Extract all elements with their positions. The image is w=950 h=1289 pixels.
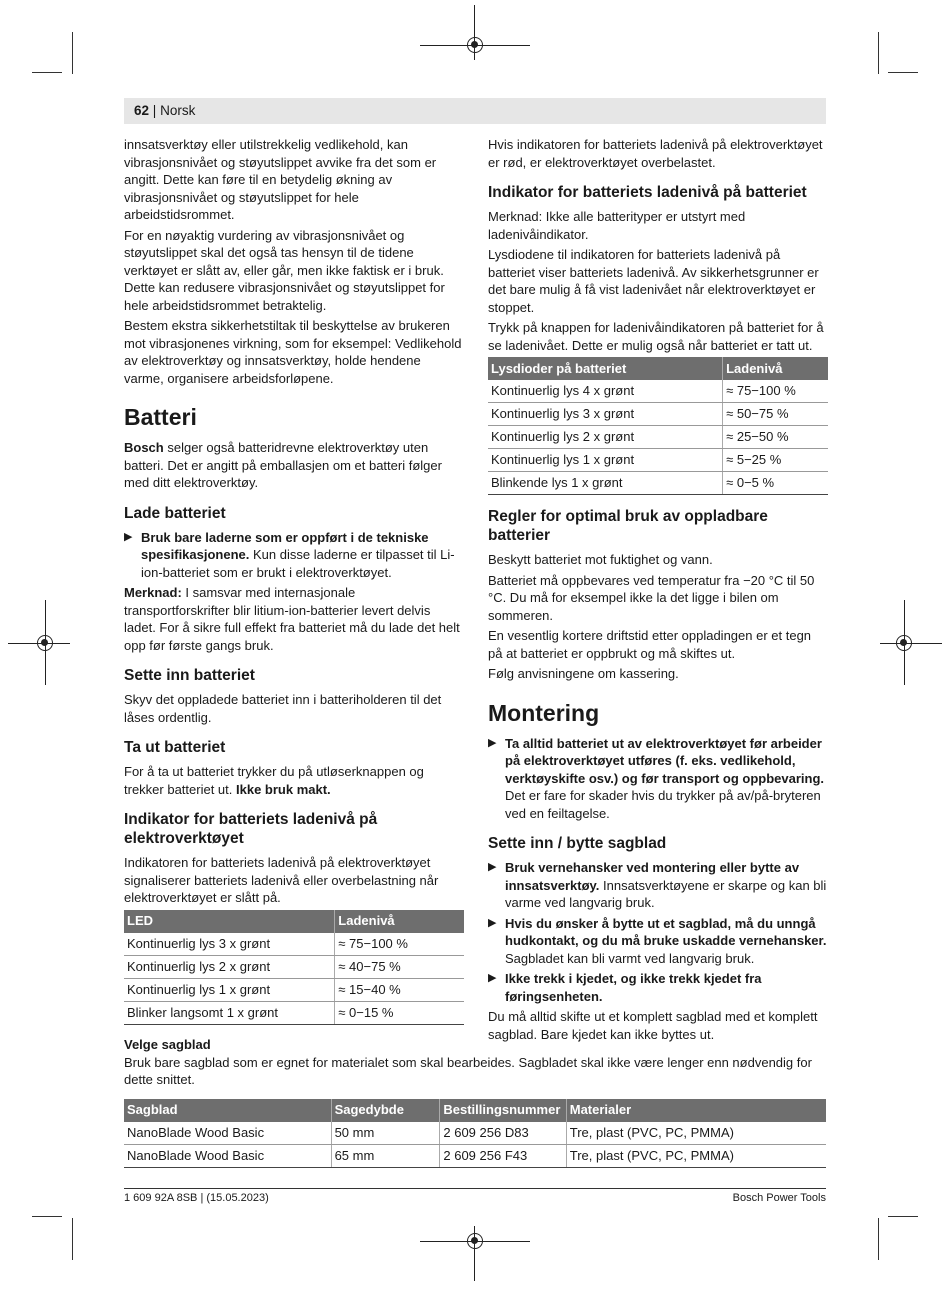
subsection-title-regler: Regler for optimal bruk av oppladbare batterier <box>488 508 768 544</box>
table-row <box>124 1144 826 1167</box>
crop-mark <box>32 1216 62 1217</box>
bullet-item <box>488 970 828 1005</box>
table-row <box>124 933 464 956</box>
paragraph <box>124 763 464 798</box>
table-cell: Kontinuerlig lys 3 x grønt <box>124 933 335 956</box>
crop-mark <box>72 32 73 74</box>
bullet-item <box>488 735 828 823</box>
subsection-title-velge: Velge sagblad <box>124 1037 211 1052</box>
paragraph: Skyv det oppladede batteriet inn i batteriholderen til det låses ordentlig. <box>124 692 442 725</box>
subsection-title-indikator-batteri: Indikator for batteriets ladenivå på batteriet <box>488 184 807 201</box>
header-language: Norsk <box>160 103 196 118</box>
table-header: Ladenivå <box>723 357 828 380</box>
footer-doc-number: 1 609 92A 8SB | (15.05.2023) <box>124 1192 269 1204</box>
full-width-section <box>124 1036 826 1174</box>
table-row <box>488 472 828 495</box>
table-header: Ladenivå <box>335 910 464 933</box>
triangle-bullet-icon: ▶ <box>488 916 497 929</box>
table-cell: NanoBlade Wood Basic <box>124 1122 331 1145</box>
crop-mark <box>32 72 62 73</box>
table-row <box>124 1001 464 1024</box>
subsection-title-lade: Lade batteriet <box>124 504 226 522</box>
table-row <box>124 955 464 978</box>
table-cell: ≈ 50−75 % <box>723 403 828 426</box>
paragraph <box>124 439 464 492</box>
paragraph: Bruk bare sagblad som er egnet for materialet som skal bearbeides. Sagbladet skal ikke være lenger enn nødvendig for dette snittet. <box>124 1054 812 1087</box>
table-cell: 2 609 256 F43 <box>440 1144 566 1167</box>
section-title-montering: Montering <box>488 699 600 726</box>
table-cell: Kontinuerlig lys 2 x grønt <box>124 955 335 978</box>
subsection-title-sagblad: Sette inn / bytte sagblad <box>488 835 667 852</box>
triangle-bullet-icon: ▶ <box>488 736 497 749</box>
paragraph-text: For å ta ut batteriet trykker du på utløserknappen og trekker batteriet ut. <box>124 764 424 797</box>
table-row <box>124 978 464 1001</box>
left-column <box>124 136 464 1031</box>
table-cell: Tre, plast (PVC, PC, PMMA) <box>566 1144 826 1167</box>
table-header: Sagblad <box>124 1099 331 1122</box>
saw-blade-table <box>124 1099 826 1168</box>
table-header: LED <box>124 910 335 933</box>
table-cell: Kontinuerlig lys 4 x grønt <box>488 380 723 403</box>
table-cell: 65 mm <box>331 1144 440 1167</box>
bullet-text: Innsatsverktøyene er skarpe og kan bli varme ved langvarig bruk. <box>505 877 827 910</box>
bullet-text: Sagbladet kan bli varmt ved langvarig bruk. <box>505 950 755 966</box>
crop-mark <box>878 32 879 74</box>
table-cell: Blinker langsomt 1 x grønt <box>124 1001 335 1024</box>
bullet-item <box>488 859 828 912</box>
crop-mark <box>888 1216 918 1217</box>
registration-mark-icon <box>467 1233 483 1249</box>
table-header: Materialer <box>566 1099 826 1122</box>
paragraph: Beskytt batteriet mot fuktighet og vann. <box>488 552 713 567</box>
table-cell: Kontinuerlig lys 1 x grønt <box>124 978 335 1001</box>
crop-mark <box>878 1218 879 1260</box>
table-cell: ≈ 0−5 % <box>723 472 828 495</box>
table-cell: Kontinuerlig lys 1 x grønt <box>488 449 723 472</box>
battery-led-table <box>488 357 828 495</box>
registration-mark-icon <box>467 37 483 53</box>
table-cell: Kontinuerlig lys 2 x grønt <box>488 426 723 449</box>
bullet-bold: Bruk vernehansker ved montering eller bytte av innsatsverktøy. <box>505 860 800 893</box>
paragraph <box>124 584 464 654</box>
paragraph: Du må alltid skifte ut et komplett sagblad med et komplett sagblad. Bare kjedet kan ikke byttes ut. <box>488 1009 818 1042</box>
table-cell: ≈ 5−25 % <box>723 449 828 472</box>
right-column <box>488 136 828 1046</box>
registration-mark-icon <box>37 635 53 651</box>
bullet-text: Kun disse laderne er tilpasset til Li-ion-batteriet som er brukt i elektroverktøyet. <box>141 547 455 580</box>
table-header: Lysdioder på batteriet <box>488 357 723 380</box>
paragraph: Merknad: Ikke alle batterityper er utstyrt med ladenivåindikator. <box>488 209 746 242</box>
paragraph: Batteriet må oppbevares ved temperatur fra −20 °C til 50 °C. Du må for eksempel ikke la det ligge i bilen om sommeren. <box>488 572 815 623</box>
subsection-title-ta-ut: Ta ut batteriet <box>124 739 226 756</box>
paragraph: En vesentlig kortere driftstid etter oppladingen er et tegn på at batteriet er oppbrukt og må skiftes ut. <box>488 628 812 661</box>
page-number: 62 <box>134 103 150 118</box>
paragraph: Følg anvisningene om kassering. <box>488 666 679 681</box>
table-row <box>488 426 828 449</box>
paragraph: For en nøyaktig vurdering av vibrasjonsnivået og støyutslippet skal det også tas hensyn til de tidene verktøyet er slått av, eller går, men ikke faktisk er i bruk. Dette kan redusere vibrasjonsnivået og støyutslippet for hele arbeidstidsrommet betraktelig. <box>124 227 445 313</box>
table-cell: ≈ 75−100 % <box>723 380 828 403</box>
subsection-title-indikator: Indikator for batteriets ladenivå på elektroverktøyet <box>124 811 378 847</box>
crop-mark <box>888 72 918 73</box>
paragraph: innsatsverktøy eller utilstrekkelig vedlikehold, kan vibrasjonsnivået og støyutslippet avvike fra det som er angitt. Dette kan føre til en betydelig økning av vibrasjonsnivået og støyutslippet for hele arbeidstidsrommet. <box>124 137 437 222</box>
led-table <box>124 910 464 1025</box>
table-row <box>488 403 828 426</box>
paragraph: Hvis indikatoren for batteriets ladenivå på elektroverktøyet er rød, er elektroverktøyet overbelastet. <box>488 137 823 170</box>
bullet-bold: Bruk bare laderne som er oppført i de tekniske spesifikasjonene. <box>141 529 429 562</box>
paragraph: Lysdiodene til indikatoren for batteriets ladenivå på batteriet viser batteriets ladenivå. Av sikkerhetsgrunner er det bare mulig å få vist ladenivået når elektroverktøyet er stoppet. <box>488 247 819 315</box>
triangle-bullet-icon: ▶ <box>124 530 133 543</box>
brand-name: Bosch <box>124 440 164 455</box>
bullet-bold: Ikke trekk i kjedet, og ikke trekk kjedet fra føringsenheten. <box>505 971 762 1004</box>
triangle-bullet-icon: ▶ <box>488 861 497 873</box>
table-cell: ≈ 15−40 % <box>335 978 464 1001</box>
bullet-text: Det er fare for skader hvis du trykker på av/på-bryteren ved en feiltagelse. <box>505 788 821 821</box>
table-header: Sagedybde <box>331 1099 440 1122</box>
paragraph: Indikatoren for batteriets ladenivå på elektroverktøyet signaliserer batteriets ladenivå eller overbelastning når elektroverktøyet er slått på. <box>124 855 439 905</box>
table-header: Bestillingsnummer <box>440 1099 566 1122</box>
paragraph-text: selger også batteridrevne elektroverktøy uten batteri. Det er angitt på emballasjen om et batteri følger med ditt elektroverktøy. <box>124 440 442 490</box>
table-cell: ≈ 75−100 % <box>335 933 464 956</box>
note-label: Merknad: <box>124 585 182 600</box>
footer-divider <box>124 1188 826 1189</box>
section-title-batteri: Batteri <box>124 404 197 430</box>
bullet-item <box>488 915 828 968</box>
table-cell: Blinkende lys 1 x grønt <box>488 472 723 495</box>
page-header <box>134 103 195 118</box>
paragraph: Trykk på knappen for ladenivåindikatoren på batteriet for å se ladenivået. Dette er mulig også når batteriet er tatt ut. <box>488 320 824 353</box>
table-cell: 50 mm <box>331 1122 440 1145</box>
table-row <box>124 1122 826 1145</box>
note-text: I samsvar med internasjonale transportforskrifter blir litium-ion-batterier levert delvis ladet. For å sikre full effekt fra batteriet må du lade det helt opp før første gangs bruk. <box>124 585 460 653</box>
registration-mark-icon <box>896 635 912 651</box>
bullet-item <box>124 529 464 582</box>
footer-brand: Bosch Power Tools <box>732 1192 826 1204</box>
table-cell: ≈ 40−75 % <box>335 955 464 978</box>
bullet-bold: Hvis du ønsker å bytte ut et sagblad, må du unngå hudkontakt, og du må bruke uskadde vernehansker. <box>505 915 827 948</box>
warning-text: Ikke bruk makt. <box>236 781 331 797</box>
page-header-bar <box>124 98 826 124</box>
table-cell: 2 609 256 D83 <box>440 1122 566 1145</box>
table-cell: Tre, plast (PVC, PC, PMMA) <box>566 1122 826 1145</box>
table-cell: Kontinuerlig lys 3 x grønt <box>488 403 723 426</box>
table-row <box>488 449 828 472</box>
table-cell: ≈ 0−15 % <box>335 1001 464 1024</box>
table-cell: ≈ 25−50 % <box>723 426 828 449</box>
paragraph: Bestem ekstra sikkerhetstiltak til beskyttelse av brukeren mot vibrasjonenes virkning, som for eksempel: Vedlikehold av elektroverktøy og innsatsverktøy, holde hendene varme, organisere arbeidsforløpene. <box>124 318 462 386</box>
table-row <box>488 380 828 403</box>
subsection-title-sette: Sette inn batteriet <box>124 667 255 684</box>
triangle-bullet-icon: ▶ <box>488 972 497 984</box>
header-separator: | <box>152 103 157 118</box>
crop-mark <box>72 1218 73 1260</box>
bullet-bold: Ta alltid batteriet ut av elektroverktøyet før arbeider på elektroverktøyet utføres (f. eks. vedlikehold, verktøyskifte osv.) og før transport og oppbevaring. <box>505 735 825 786</box>
table-cell: NanoBlade Wood Basic <box>124 1144 331 1167</box>
